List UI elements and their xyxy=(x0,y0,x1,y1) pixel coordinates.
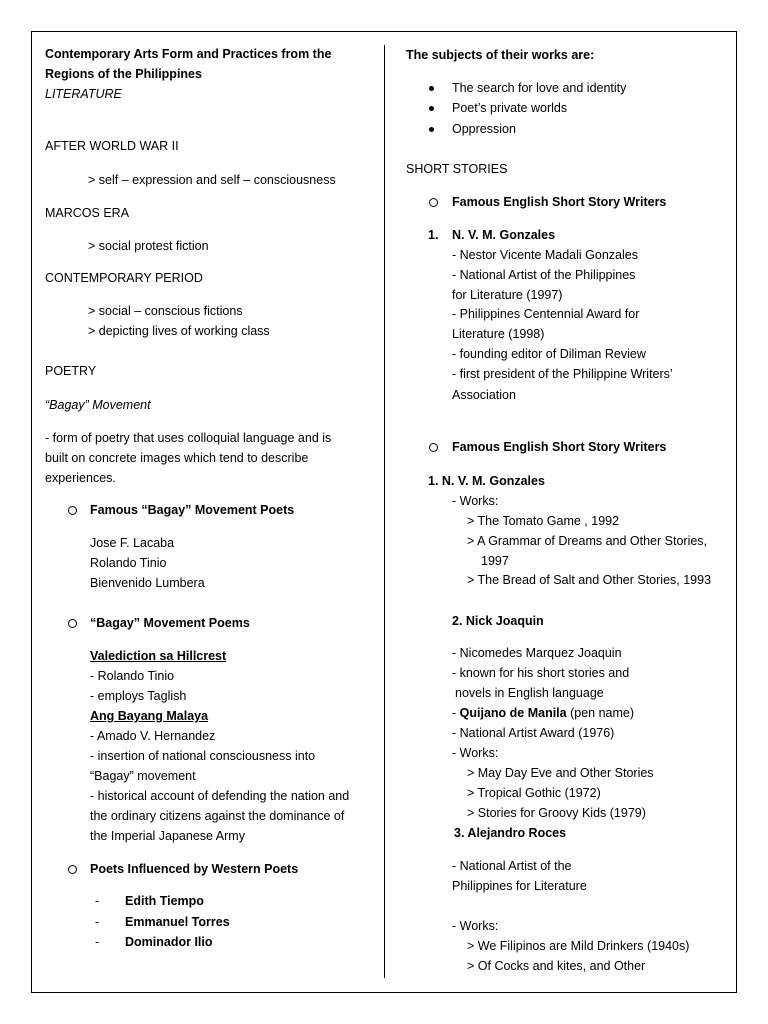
work-item: > We Filipinos are Mild Drinkers (1940s) xyxy=(467,939,690,953)
section-poetry: POETRY xyxy=(45,364,97,378)
bagay-description: - form of poetry that uses colloquial language and is xyxy=(45,431,332,445)
works-label: - Works: xyxy=(452,746,499,760)
poem-detail: - Rolando Tinio xyxy=(90,669,175,683)
poem-detail: - employs Taglish xyxy=(90,689,187,703)
list-number: 1. xyxy=(428,228,439,242)
bullet-icon xyxy=(429,86,434,91)
section-contemporary: CONTEMPORARY PERIOD xyxy=(45,271,203,285)
bagay-description: experiences. xyxy=(45,471,116,485)
pen-name-line xyxy=(452,706,634,721)
work-item: > A Grammar of Dreams and Other Stories, xyxy=(467,534,708,548)
hollow-bullet-icon xyxy=(68,865,77,874)
western-poet-name: Emmanuel Torres xyxy=(125,915,230,929)
poem-title: Valediction sa Hillcrest xyxy=(90,649,227,663)
writer-detail: - Nestor Vicente Madali Gonzales xyxy=(452,248,638,262)
work-item: > May Day Eve and Other Stories xyxy=(467,766,654,780)
writer-detail: Literature (1998) xyxy=(452,327,545,341)
writer-detail: - first president of the Philippine Writers’ xyxy=(452,367,673,381)
contemporary-item: > social – conscious fictions xyxy=(88,304,243,318)
western-poet-name: Edith Tiempo xyxy=(125,894,204,908)
writer-name: 2. Nick Joaquin xyxy=(452,614,544,628)
subject-item: Poet’s private worlds xyxy=(452,101,568,115)
dash-marker: - xyxy=(95,935,100,949)
marcos-item: > social protest fiction xyxy=(88,239,209,253)
writer-detail: - National Artist of the xyxy=(452,859,572,873)
work-item: > Of Cocks and kites, and Other xyxy=(467,959,646,973)
section-marcos-era: MARCOS ERA xyxy=(45,206,130,220)
poet-name: Jose F. Lacaba xyxy=(90,536,175,550)
bagay-movement-heading: “Bagay” Movement xyxy=(45,398,151,412)
contemporary-item: > depicting lives of working class xyxy=(88,324,270,338)
doc-title-line1: Contemporary Arts Form and Practices from the xyxy=(45,47,332,61)
subject-item: The search for love and identity xyxy=(452,81,627,95)
poem-detail: the Imperial Japanese Army xyxy=(90,829,245,843)
doc-subtitle: LITERATURE xyxy=(45,87,122,101)
after-ww2-item: > self – expression and self – consciousness xyxy=(88,173,336,187)
writer-detail: - founding editor of Diliman Review xyxy=(452,347,646,361)
section-short-stories: SHORT STORIES xyxy=(406,162,508,176)
poet-name: Rolando Tinio xyxy=(90,556,167,570)
writer-name: N. V. M. Gonzales xyxy=(452,228,556,242)
writer-detail: - Philippines Centennial Award for xyxy=(452,307,640,321)
bullet-icon xyxy=(429,106,434,111)
subject-item: Oppression xyxy=(452,122,516,136)
western-poet-name: Dominador Ilio xyxy=(125,935,213,949)
writer-detail: - National Artist of the Philippines xyxy=(452,268,636,282)
poet-name: Bienvenido Lumbera xyxy=(90,576,205,590)
subjects-heading: The subjects of their works are: xyxy=(406,48,595,62)
dash-marker: - xyxy=(95,894,100,908)
movement-poems-heading: “Bagay” Movement Poems xyxy=(90,616,250,630)
bullet-icon xyxy=(429,127,434,132)
work-item: > Stories for Groovy Kids (1979) xyxy=(467,806,646,820)
hollow-bullet-icon xyxy=(429,198,438,207)
poem-detail: the ordinary citizens against the dominance of xyxy=(90,809,345,823)
poem-title: Ang Bayang Malaya xyxy=(90,709,209,723)
poem-detail: - Amado V. Hernandez xyxy=(90,729,216,743)
doc-title-line2: Regions of the Philippines xyxy=(45,67,202,81)
poem-detail: - insertion of national consciousness into xyxy=(90,749,316,763)
writer-detail: Philippines for Literature xyxy=(452,879,587,893)
work-item: > The Tomato Game , 1992 xyxy=(467,514,620,528)
hollow-bullet-icon xyxy=(68,506,77,515)
writer-detail: - National Artist Award (1976) xyxy=(452,726,615,740)
works-label: - Works: xyxy=(452,919,499,933)
pen-name: Quijano de Manila xyxy=(459,706,567,720)
work-item: 1997 xyxy=(481,554,509,568)
dash-marker: - xyxy=(95,915,100,929)
column-divider xyxy=(384,45,385,978)
hollow-bullet-icon xyxy=(68,619,77,628)
writer-detail: - known for his short stories and xyxy=(452,666,630,680)
bagay-description: built on concrete images which tend to describe xyxy=(45,451,309,465)
writers-heading: Famous English Short Story Writers xyxy=(452,195,667,209)
pen-name-suffix: (pen name) xyxy=(566,706,635,720)
work-item: > The Bread of Salt and Other Stories, 1993 xyxy=(467,573,712,587)
section-after-ww2: AFTER WORLD WAR II xyxy=(45,139,179,153)
writer-name: 1. N. V. M. Gonzales xyxy=(428,474,545,488)
writer-name: 3. Alejandro Roces xyxy=(454,826,567,840)
famous-poets-heading: Famous “Bagay” Movement Poets xyxy=(90,503,295,517)
hollow-bullet-icon xyxy=(429,443,438,452)
writer-detail: for Literature (1997) xyxy=(452,288,563,302)
pen-name-prefix: - xyxy=(452,706,460,720)
poem-detail: - historical account of defending the nation and xyxy=(90,789,350,803)
writer-detail: - Nicomedes Marquez Joaquin xyxy=(452,646,622,660)
works-label: - Works: xyxy=(452,494,499,508)
writer-detail: Association xyxy=(452,388,516,402)
writer-detail: novels in English language xyxy=(455,686,604,700)
writers-heading: Famous English Short Story Writers xyxy=(452,440,667,454)
western-poets-heading: Poets Influenced by Western Poets xyxy=(90,862,299,876)
work-item: > Tropical Gothic (1972) xyxy=(467,786,601,800)
poem-detail: “Bagay” movement xyxy=(90,769,196,783)
